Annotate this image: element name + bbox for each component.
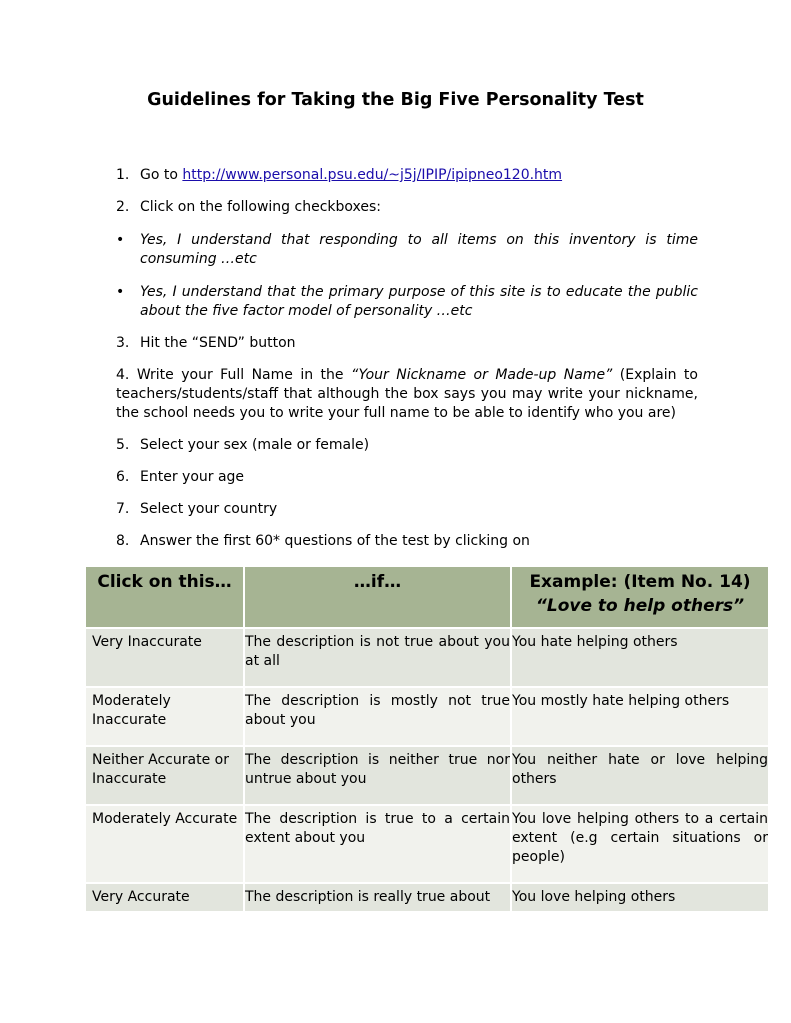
- step-text: Select your sex (male or female): [140, 437, 370, 453]
- condition-cell: The description is true to a certain extent about you: [244, 805, 511, 883]
- example-cell: You hate helping others: [511, 628, 769, 687]
- condition-cell: The description is neither true nor untrue about you: [244, 746, 511, 805]
- condition-cell: The description is really true about: [244, 883, 511, 912]
- step-8: [116, 532, 698, 551]
- step-text: Enter your age: [140, 469, 245, 485]
- step-number: 1.: [116, 167, 130, 183]
- example-cell: You love helping others to a certain extent (e.g certain situations or people): [511, 805, 769, 883]
- header-if: …if…: [244, 566, 511, 628]
- step-3: [116, 334, 698, 353]
- checkbox-bullet-1: [116, 231, 698, 269]
- step-text: Hit the “SEND” button: [140, 335, 296, 351]
- step-4-field-name: “Your Nickname or Made-up Name”: [350, 367, 613, 383]
- step-text: Answer the first 60* questions of the test by clicking on: [140, 533, 530, 549]
- choice-cell: Neither Accurate or Inaccurate: [85, 746, 244, 805]
- step-text: Select your country: [140, 501, 278, 517]
- step-4-suffix: (Explain to teachers/students/staff that although the box says you may write your nickname, the school needs you to write your full name to be able to identify who you are): [116, 367, 698, 421]
- bullet-icon: •: [116, 284, 125, 300]
- example-cell: You neither hate or love helping others: [511, 746, 769, 805]
- choice-cell: Moderately Accurate: [85, 805, 244, 883]
- step-number: 2.: [116, 199, 130, 215]
- bullet-text: Yes, I understand that the primary purpose of this site is to educate the public about the five factor model of personality …etc: [140, 284, 698, 319]
- step-4-prefix: 4. Write your Full Name in the: [116, 367, 351, 383]
- table-header-row: [85, 566, 769, 628]
- test-link[interactable]: http://www.personal.psu.edu/~j5j/IPIP/ipipneo120.htm: [182, 167, 563, 183]
- step-6: [116, 468, 698, 487]
- header-click-on: Click on this…: [85, 566, 244, 628]
- step-5: [116, 436, 698, 455]
- header-example: [511, 566, 769, 628]
- page-title: Guidelines for Taking the Big Five Personality Test: [147, 90, 644, 110]
- step-number: 5.: [116, 437, 130, 453]
- step-text: Click on the following checkboxes:: [140, 199, 382, 215]
- example-cell: You mostly hate helping others: [511, 687, 769, 746]
- table-row: [85, 883, 769, 912]
- step-number: 3.: [116, 335, 130, 351]
- header-example-item: “Love to help others”: [535, 596, 745, 616]
- bullet-icon: •: [116, 232, 125, 248]
- step-number: 7.: [116, 501, 130, 517]
- table-row: [85, 805, 769, 883]
- choice-cell: Moderately Inaccurate: [85, 687, 244, 746]
- condition-cell: The description is not true about you at all: [244, 628, 511, 687]
- example-cell: You love helping others: [511, 883, 769, 912]
- step-2: [116, 198, 698, 217]
- condition-cell: The description is mostly not true about you: [244, 687, 511, 746]
- response-scale-table: [84, 565, 770, 913]
- bullet-text: Yes, I understand that responding to all items on this inventory is time consuming …etc: [140, 232, 698, 267]
- step-number: 8.: [116, 533, 130, 549]
- table-row: [85, 628, 769, 687]
- step-7: [116, 500, 698, 519]
- header-example-title: Example: (Item No. 14): [529, 572, 751, 592]
- step-4: [116, 366, 698, 423]
- step-number: 6.: [116, 469, 130, 485]
- table-row: [85, 746, 769, 805]
- step-1: [116, 166, 698, 185]
- step-text: Go to: [140, 167, 183, 183]
- choice-cell: Very Inaccurate: [85, 628, 244, 687]
- table-row: [85, 687, 769, 746]
- choice-cell: Very Accurate: [85, 883, 244, 912]
- checkbox-bullet-2: [116, 283, 698, 321]
